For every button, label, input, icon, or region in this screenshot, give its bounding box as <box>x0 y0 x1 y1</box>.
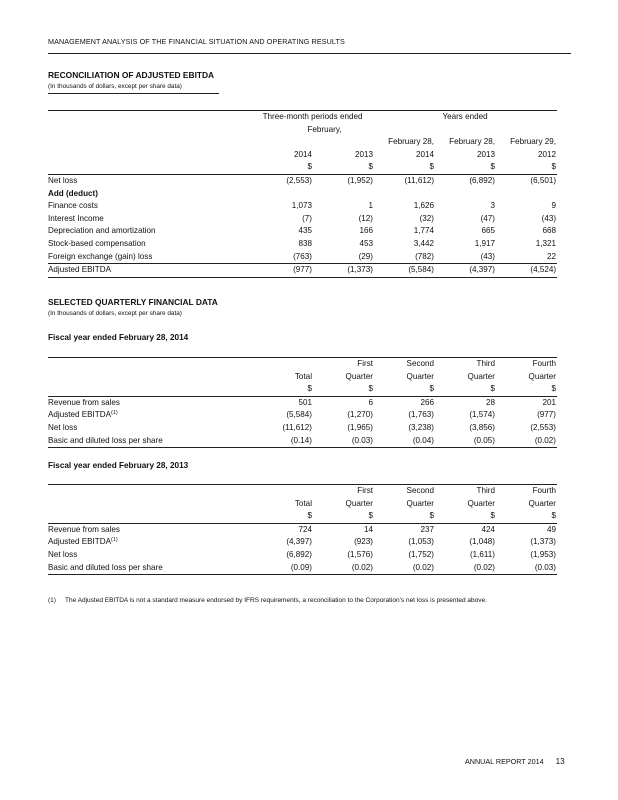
currency-symbol: $ <box>252 510 313 523</box>
column-header: Quarter <box>345 498 373 508</box>
column-header: Third <box>435 358 496 371</box>
column-header: Second <box>374 485 435 498</box>
footnote-ref: (1) <box>110 410 118 417</box>
cell-value: 22 <box>547 251 557 261</box>
table-row <box>48 435 557 448</box>
table-row <box>48 562 557 575</box>
cell-value: (1,953) <box>530 549 556 559</box>
cell-value: (0.03) <box>313 435 374 448</box>
cell-value: (0.14) <box>252 435 313 448</box>
cell-value: 166 <box>359 226 374 236</box>
years-group-header: Years ended <box>374 111 557 124</box>
three-month-group-header-2: February, <box>307 124 342 134</box>
table-row <box>48 225 557 238</box>
table-row <box>48 174 557 187</box>
cell-value: 1 <box>368 201 374 211</box>
cell-value: (1,763) <box>408 410 434 420</box>
currency-symbol: $ <box>252 161 313 174</box>
currency-symbol: $ <box>496 383 557 396</box>
column-header: 2012 <box>538 149 557 159</box>
cell-value: (1,048) <box>469 537 495 547</box>
cell-value: 724 <box>298 524 312 534</box>
quarterly-table-fy2013 <box>48 484 557 575</box>
cell-value: 665 <box>481 226 496 236</box>
cell-value: (29) <box>358 251 374 261</box>
cell-value: (1,611) <box>469 549 495 559</box>
row-label: Adjusted EBITDA$^{(1)}$ <box>48 537 118 547</box>
cell-value: (3,238) <box>408 422 434 432</box>
cell-value: 201 <box>542 397 556 407</box>
cell-value: (1,965) <box>347 422 373 432</box>
cell-value: 435 <box>298 226 312 236</box>
column-header: 2013 <box>477 149 496 159</box>
cell-value: 9 <box>551 201 557 211</box>
cell-value: 1,917 <box>474 238 496 248</box>
currency-symbol: $ <box>313 383 374 396</box>
column-header: Quarter <box>528 371 556 381</box>
table-row <box>48 200 557 213</box>
table-row <box>48 396 557 409</box>
table-row <box>48 422 557 435</box>
column-header: 2014 <box>293 149 312 159</box>
cell-value: 1,321 <box>535 238 557 248</box>
cell-value: (11,612) <box>282 422 312 432</box>
column-header: Fourth <box>496 485 557 498</box>
column-header: First <box>313 485 374 498</box>
currency-symbol: $ <box>252 383 313 396</box>
footer-label: ANNUAL REPORT 2014 <box>465 757 544 766</box>
currency-row <box>48 161 557 174</box>
cell-value: (0.02) <box>435 562 496 575</box>
cell-value: (782) <box>415 251 435 261</box>
cell-value: (6,892) <box>286 549 312 559</box>
cell-value: (43) <box>480 251 496 261</box>
cell-value: (1,574) <box>469 410 495 420</box>
header-divider <box>48 53 571 54</box>
table-row <box>48 188 557 201</box>
column-header: 2013 <box>355 149 374 159</box>
reconciliation-table <box>48 110 557 278</box>
table-row <box>48 523 557 536</box>
table-row <box>48 549 557 562</box>
reconciliation-subtitle: (In thousands of dollars, except per share data) <box>48 83 182 90</box>
cell-value: (12) <box>358 213 374 223</box>
column-header: First <box>313 358 374 371</box>
cell-value: (923) <box>354 537 373 547</box>
column-header: Fourth <box>496 358 557 371</box>
cell-value: (0.02) <box>496 435 557 448</box>
row-label: Adjusted EBITDA <box>48 264 252 278</box>
cell-value: (11,612) <box>404 175 435 185</box>
table-row <box>48 409 557 422</box>
row-label: Net loss <box>48 549 78 559</box>
currency-symbol: $ <box>374 383 435 396</box>
quarterly-subtitle: (In thousands of dollars, except per share data) <box>48 310 182 317</box>
column-header: February 28, <box>388 137 435 147</box>
column-header: Third <box>435 485 496 498</box>
cell-value: (4,397) <box>435 264 496 278</box>
row-label: Revenue from sales <box>48 524 120 534</box>
cell-value: 266 <box>420 397 434 407</box>
reconciliation-title: RECONCILIATION OF ADJUSTED EBITDA <box>48 70 215 80</box>
cell-value: 1,073 <box>291 201 312 211</box>
currency-row <box>48 510 557 523</box>
column-header-row-2 <box>48 149 557 162</box>
column-header-row-1 <box>48 485 557 498</box>
currency-symbol: $ <box>435 383 496 396</box>
column-header <box>313 136 374 149</box>
currency-symbol: $ <box>496 161 557 174</box>
cell-value: 838 <box>298 238 312 248</box>
row-label: Net loss <box>48 175 78 185</box>
cell-value: (977) <box>252 264 313 278</box>
table-row <box>48 536 557 549</box>
cell-value: 237 <box>420 524 434 534</box>
column-header: Quarter <box>406 371 434 381</box>
column-header <box>252 485 313 498</box>
row-label: Finance costs <box>48 201 98 211</box>
cell-value: (763) <box>293 251 312 261</box>
footnote <box>48 597 487 604</box>
row-label: Net loss <box>48 422 78 432</box>
quarterly-table-fy2014 <box>48 357 557 448</box>
page-number: 13 <box>555 757 565 766</box>
column-header: 2014 <box>416 149 435 159</box>
currency-row <box>48 383 557 396</box>
row-label: Basic and diluted loss per share <box>48 562 252 575</box>
quarterly-title: SELECTED QUARTERLY FINANCIAL DATA <box>48 297 218 307</box>
cell-value: (43) <box>541 213 557 223</box>
cell-value: 3 <box>490 201 496 211</box>
footnote-mark: (1) <box>48 597 56 604</box>
subtitle-underline <box>48 93 219 94</box>
column-header-row-1 <box>48 358 557 371</box>
row-label: Revenue from sales <box>48 397 120 407</box>
currency-symbol: $ <box>435 510 496 523</box>
period-group-row <box>48 111 557 124</box>
three-month-group-header: Three-month periods ended <box>252 111 374 124</box>
cell-value: 668 <box>542 226 557 236</box>
cell-value: (977) <box>537 410 556 420</box>
cell-value: (1,270) <box>347 410 373 420</box>
currency-symbol: $ <box>374 161 435 174</box>
column-header-row-2 <box>48 371 557 384</box>
column-header: Quarter <box>345 371 373 381</box>
column-header: February 29, <box>510 137 557 147</box>
column-header-row-1 <box>48 136 557 149</box>
page-footer <box>465 757 565 766</box>
cell-value: (1,952) <box>347 175 374 185</box>
row-label: Add (deduct) <box>48 188 98 198</box>
cell-value: (1,373) <box>530 537 556 547</box>
column-header-row-2 <box>48 498 557 511</box>
cell-value: 424 <box>481 524 495 534</box>
cell-value: 14 <box>363 524 373 534</box>
cell-value: (7) <box>302 213 312 223</box>
row-label: Foreign exchange (gain) loss <box>48 251 153 261</box>
cell-value: (1,576) <box>347 549 373 559</box>
cell-value: (0.03) <box>496 562 557 575</box>
column-header: Quarter <box>528 498 556 508</box>
column-header: Total <box>294 371 312 381</box>
period-group-row-2 <box>48 124 557 137</box>
column-header: Total <box>294 498 312 508</box>
table-row <box>48 251 557 264</box>
cell-value: (32) <box>419 213 435 223</box>
row-label: Interest Income <box>48 213 104 223</box>
cell-value: (47) <box>480 213 496 223</box>
footnote-ref: (1) <box>110 537 118 544</box>
cell-value: (4,524) <box>496 264 557 278</box>
cell-value: (5,584) <box>374 264 435 278</box>
row-label: Depreciation and amortization <box>48 226 156 236</box>
cell-value: (5,584) <box>286 410 312 420</box>
currency-symbol: $ <box>496 510 557 523</box>
row-label: Basic and diluted loss per share <box>48 435 252 448</box>
cell-value: (2,553) <box>530 422 556 432</box>
cell-value: 49 <box>546 524 556 534</box>
cell-value: (1,373) <box>313 264 374 278</box>
table-row <box>48 238 557 251</box>
fy2014-title: Fiscal year ended February 28, 2014 <box>48 333 189 342</box>
cell-value: 1,626 <box>413 201 435 211</box>
cell-value: 3,442 <box>413 238 435 248</box>
cell-value: (4,397) <box>286 537 312 547</box>
row-label: Adjusted EBITDA$^{(1)}$ <box>48 410 118 420</box>
column-header: Quarter <box>406 498 434 508</box>
cell-value: (0.09) <box>252 562 313 575</box>
cell-value: 1,774 <box>413 226 435 236</box>
cell-value: (6,501) <box>530 175 557 185</box>
currency-symbol: $ <box>435 161 496 174</box>
cell-value: (0.02) <box>313 562 374 575</box>
column-header <box>252 358 313 371</box>
table-row <box>48 213 557 226</box>
currency-symbol: $ <box>374 510 435 523</box>
cell-value: (6,892) <box>469 175 496 185</box>
column-header: Quarter <box>467 498 495 508</box>
cell-value: (0.04) <box>374 435 435 448</box>
cell-value: 28 <box>485 397 495 407</box>
cell-value: 6 <box>368 397 373 407</box>
cell-value: 501 <box>298 397 312 407</box>
cell-value: (1,752) <box>408 549 434 559</box>
table-row-total <box>48 264 557 278</box>
column-header: Quarter <box>467 371 495 381</box>
column-header: February 28, <box>449 137 496 147</box>
running-header: MANAGEMENT ANALYSIS OF THE FINANCIAL SITUATION AND OPERATING RESULTS <box>48 37 345 46</box>
cell-value: (2,553) <box>286 175 312 185</box>
cell-value: 453 <box>359 238 374 248</box>
cell-value: (1,053) <box>408 537 434 547</box>
cell-value: (3,856) <box>469 422 495 432</box>
row-label: Stock-based compensation <box>48 238 146 248</box>
currency-symbol: $ <box>313 161 374 174</box>
currency-symbol: $ <box>313 510 374 523</box>
column-header <box>252 136 313 149</box>
cell-value: (0.05) <box>435 435 496 448</box>
column-header: Second <box>374 358 435 371</box>
fy2013-title: Fiscal year ended February 28, 2013 <box>48 461 189 470</box>
cell-value: (0.02) <box>374 562 435 575</box>
footnote-text: The Adjusted EBITDA is not a standard measure endorsed by IFRS requirements, a reconciliation to the Corporation’s net loss is presented above. <box>65 597 487 604</box>
